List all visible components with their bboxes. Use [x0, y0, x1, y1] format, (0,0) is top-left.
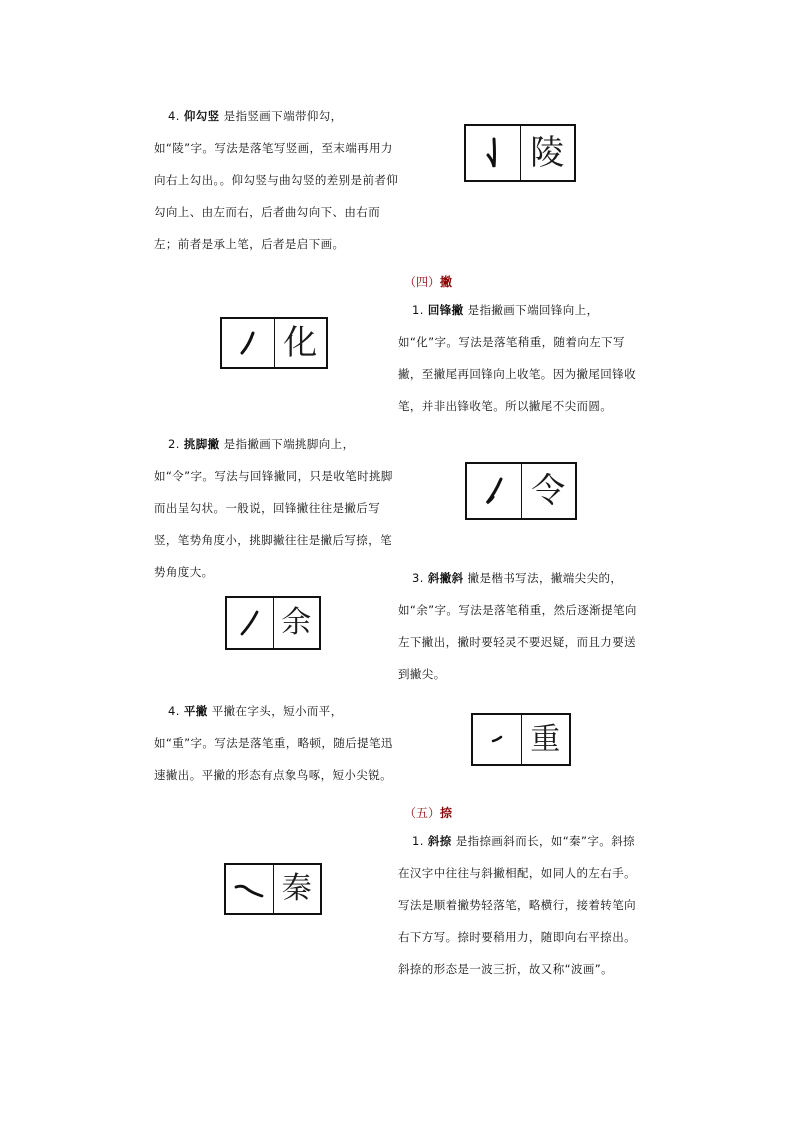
item-number: 2. — [168, 437, 184, 451]
slant-stroke-icon — [227, 598, 273, 648]
item-number: 4. — [168, 109, 184, 123]
description: 平撇在字头，短小而平，如“重”字。写法是落笔重，略顿，随后提笔迅速撇出。平撇的形态有点象鸟啄，短小尖锐。 — [154, 704, 393, 782]
item-number: 3. — [412, 571, 428, 585]
example-box-ling2 — [465, 462, 577, 520]
description: 是指撇画下端回锋向上，如“化”字。写法是落笔稍重，随着向左下写撇，至撇尾再回锋向上收笔。因为撇尾回锋收笔，并非出锋收笔。所以撇尾不尖而圆。 — [398, 303, 636, 413]
heading-term: 撇 — [440, 275, 453, 289]
term: 仰勾竖 — [183, 109, 220, 123]
term: 平撇 — [183, 704, 208, 718]
item-number: 1. — [412, 834, 428, 848]
example-char: 余 — [273, 598, 320, 648]
paragraph-slant-na — [398, 825, 646, 985]
example-char: 秦 — [273, 865, 321, 913]
paragraph-kick-stroke — [154, 428, 399, 588]
example-box-yu — [225, 596, 321, 650]
item-number: 1. — [412, 303, 428, 317]
heading-prefix: （五） — [404, 806, 441, 820]
example-char: 令 — [521, 464, 576, 518]
description: 是指竖画下端带仰勾，如“陵”字。写法是落笔写竖画，至末端再用力向右上勾出。。仰勾竖与曲勾竖的差别是前者仰勾向上、由左而右，后者曲勾向下、由右而左；前者是承上笔，后者是启下画。 — [154, 109, 399, 251]
term: 斜捺 — [427, 834, 452, 848]
return-stroke-icon — [222, 319, 274, 367]
example-char: 重 — [521, 715, 570, 764]
example-box-zhong — [471, 713, 571, 766]
example-char: 化 — [274, 319, 327, 367]
paragraph-return-stroke — [398, 294, 646, 422]
vertical-hook-icon — [466, 126, 520, 180]
section-heading-pie — [404, 272, 452, 292]
wave-stroke-icon — [226, 865, 273, 913]
example-box-qin — [224, 863, 322, 915]
description: 是指撇画下端挑脚向上，如“令”字。写法与回锋撇同，只是收笔时挑脚而出呈勾状。一般说，回锋撇往往是撇后写竖，笔势角度小，挑脚撇往往是撇后写捺，笔势角度大。 — [154, 437, 393, 579]
heading-prefix: （四） — [404, 275, 441, 289]
paragraph-flat-stroke — [154, 695, 399, 791]
paragraph-upward-hook-vertical — [154, 100, 399, 260]
term: 挑脚撇 — [183, 437, 220, 451]
term: 回锋撇 — [427, 303, 464, 317]
paragraph-slant-stroke — [398, 562, 646, 690]
section-heading-na — [404, 803, 452, 823]
item-number: 4. — [168, 704, 184, 718]
example-char: 陵 — [520, 126, 575, 180]
term: 斜撇斜 — [427, 571, 464, 585]
example-box-hua — [220, 317, 328, 369]
example-box-ling — [464, 124, 576, 182]
flat-stroke-icon — [473, 715, 521, 764]
description: 撇是楷书写法，撇端尖尖的，如“余”字。写法是落笔稍重，然后逐渐提笔向左下撇出，撇时要轻灵不要迟疑，而且力要送到撇尖。 — [398, 571, 637, 681]
description: 是指捺画斜而长，如“秦”字。斜捺在汉字中往往与斜撇相配，如同人的左右手。写法是顺着撇势轻落笔，略横行，接着转笔向右下方写。捺时要稍用力，随即向右平捺出。斜捺的形态是一波三折，故又称“波画”。 — [398, 834, 636, 976]
heading-term: 捺 — [440, 806, 453, 820]
kick-stroke-icon — [467, 464, 521, 518]
